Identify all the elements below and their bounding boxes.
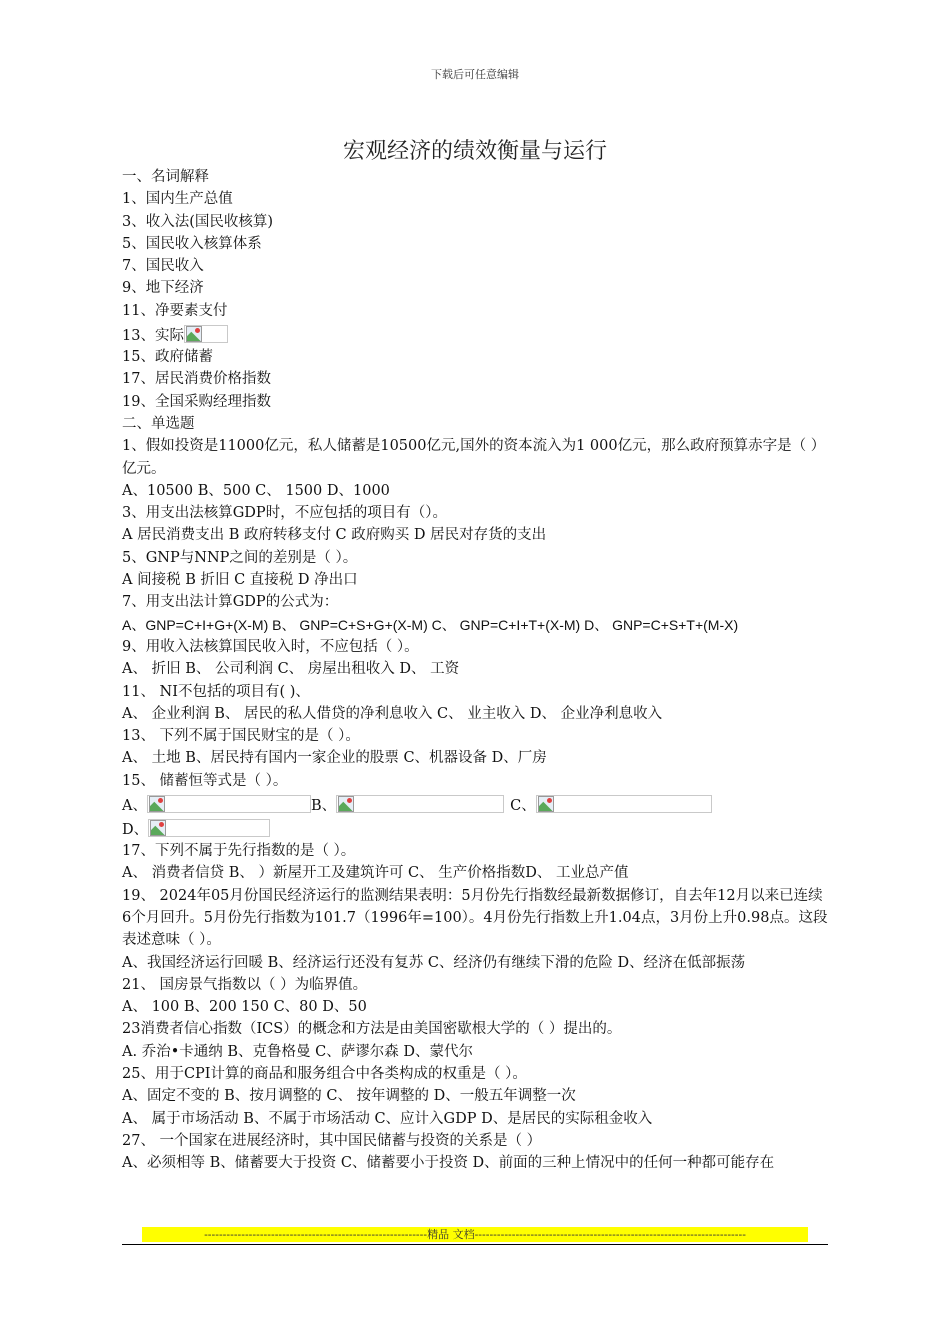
question-1: 1、假如投资是11000亿元，私人储蓄是10500亿元,国外的资本流入为1 000亿元，那么政府预算赤字是（ ）亿元。 <box>122 438 826 477</box>
question-line: 23消费者信心指数（ICS）的概念和方法是由美国密歇根大学的（ ）提出的。 <box>122 1021 622 1038</box>
option-line: A 居民消费支出 B 政府转移支付 C 政府购买 D 居民对存货的支出 <box>122 527 547 544</box>
page-title: 宏观经济的绩效衡量与运行 <box>342 139 607 164</box>
option-label-d: D、 <box>122 821 149 838</box>
option-label-c: C、 <box>510 797 536 814</box>
question-15-options-row1 <box>122 792 830 816</box>
header-note: 下载后可任意编辑 <box>431 68 519 81</box>
option-line: A、必须相等 B、储蓄要大于投资 C、储蓄要小于投资 D、前面的三种上情况中的任何一种都可能存在 <box>122 1155 775 1172</box>
term-list <box>122 188 830 322</box>
broken-image-placeholder <box>536 795 712 813</box>
term-item: 7、国民收入 <box>122 258 204 275</box>
broken-image-placeholder <box>147 795 311 813</box>
broken-image-placeholder <box>336 795 504 813</box>
document-body <box>122 166 830 1174</box>
term-item: 19、全国采购经理指数 <box>122 393 271 410</box>
section-heading: 一、名词解释 <box>122 169 209 185</box>
broken-image-placeholder <box>184 325 228 343</box>
option-line: A、 消费者信贷 B、 ）新屋开工及建筑许可 C、 生产价格指数D、 工业总产值 <box>122 865 629 882</box>
option-line: A、 企业利润 B、 居民的私人借贷的净利息收入 C、 业主收入 D、 企业净利息收入 <box>122 705 663 722</box>
question-line: 7、用支出法计算GDP的公式为： <box>122 594 339 611</box>
term-item: 11、净要素支付 <box>122 302 228 319</box>
option-label-a: A、 <box>122 797 147 814</box>
question-line: 27、 一个国家在进展经济时，其中国民储蓄与投资的关系是（ ） <box>122 1132 542 1149</box>
option-line: A、 折旧 B、 公司利润 C、 房屋出租收入 D、 工资 <box>122 661 460 678</box>
broken-image-icon <box>186 326 202 342</box>
question-line: 11、 NI不包括的项目有( )、 <box>122 683 310 700</box>
broken-image-icon <box>149 796 165 812</box>
question-19: 19、 2024年05月份国民经济运行的监测结果表明：5月份先行指数经最新数据修订，自去年12月以来已连续6个月回升。5月份先行指数为101.7（1996年=100）。4月份先行指数上升1.04点，3月份上升0.98点。这段表述意味（ ）。 <box>122 887 828 949</box>
term-item: 1、国内生产总值 <box>122 191 233 208</box>
broken-image-icon <box>150 820 166 836</box>
term-label: 13、实际 <box>122 327 184 344</box>
option-line: A、我国经济运行回暖 B、经济运行还没有复苏 C、经济仍有继续下滑的危险 D、经济在低部振荡 <box>122 954 746 971</box>
option-line: A. 乔治•卡通纳 B、克鲁格曼 C、萨谬尔森 D、蒙代尔 <box>122 1043 473 1060</box>
option-label-b: B、 <box>310 797 337 814</box>
broken-image-placeholder <box>148 819 270 837</box>
option-line: A、 100 B、200 150 C、80 D、50 <box>122 999 367 1016</box>
question-line: 15、 储蓄恒等式是（ ）。 <box>122 772 288 789</box>
footer-divider <box>122 1244 828 1245</box>
question-line: 5、GNP与NNP之间的差别是（ ）。 <box>122 549 358 566</box>
question-line: 9、用收入法核算国民收入时，不应包括（ ）。 <box>122 638 419 655</box>
footer-banner: ------------------------------------------------------------精品 文档------------------------------------------------------------------------- <box>142 1227 808 1242</box>
term-item: 9、地下经济 <box>122 280 204 297</box>
question-line: 25、用于CPI计算的商品和服务组合中各类构成的权重是（ ）。 <box>122 1065 527 1082</box>
term-item-13 <box>122 322 830 346</box>
question-line: 3、用支出法核算GDP时，不应包括的项目有（）。 <box>122 505 447 522</box>
option-line: A、 属于市场活动 B、不属于市场活动 C、应计入GDP D、是居民的实际租金收入 <box>122 1110 653 1127</box>
term-item: 5、国民收入核算体系 <box>122 235 262 252</box>
term-item: 17、居民消费价格指数 <box>122 371 271 388</box>
broken-image-icon <box>538 796 554 812</box>
term-item: 3、收入法(国民收核算) <box>122 213 274 230</box>
question-15-options-row2 <box>122 816 830 840</box>
question-line: 13、 下列不属于国民财宝的是（ ）。 <box>122 728 360 745</box>
section-heading: 二、单选题 <box>122 415 195 432</box>
option-line: A、GNP=C+I+G+(X-M) B、 GNP=C+S+G+(X-M) C、 GNP=C+I+T+(X-M) D、 GNP=C+S+T+(M-X) <box>122 616 739 633</box>
term-item: 15、政府储蓄 <box>122 349 213 366</box>
question-line: 17、下列不属于先行指数的是（ ）。 <box>122 843 356 860</box>
question-options: A、10500 B、500 C、 1500 D、1000 <box>122 482 390 499</box>
option-line: A、 土地 B、居民持有国内一家企业的股票 C、机器设备 D、厂房 <box>122 750 547 767</box>
question-line: 21、 国房景气指数以（ ）为临界值。 <box>122 976 368 993</box>
option-line: A 间接税 B 折旧 C 直接税 D 净出口 <box>122 572 358 589</box>
broken-image-icon <box>338 796 354 812</box>
option-line: A、固定不变的 B、按月调整的 C、 按年调整的 D、一般五年调整一次 <box>122 1088 576 1105</box>
